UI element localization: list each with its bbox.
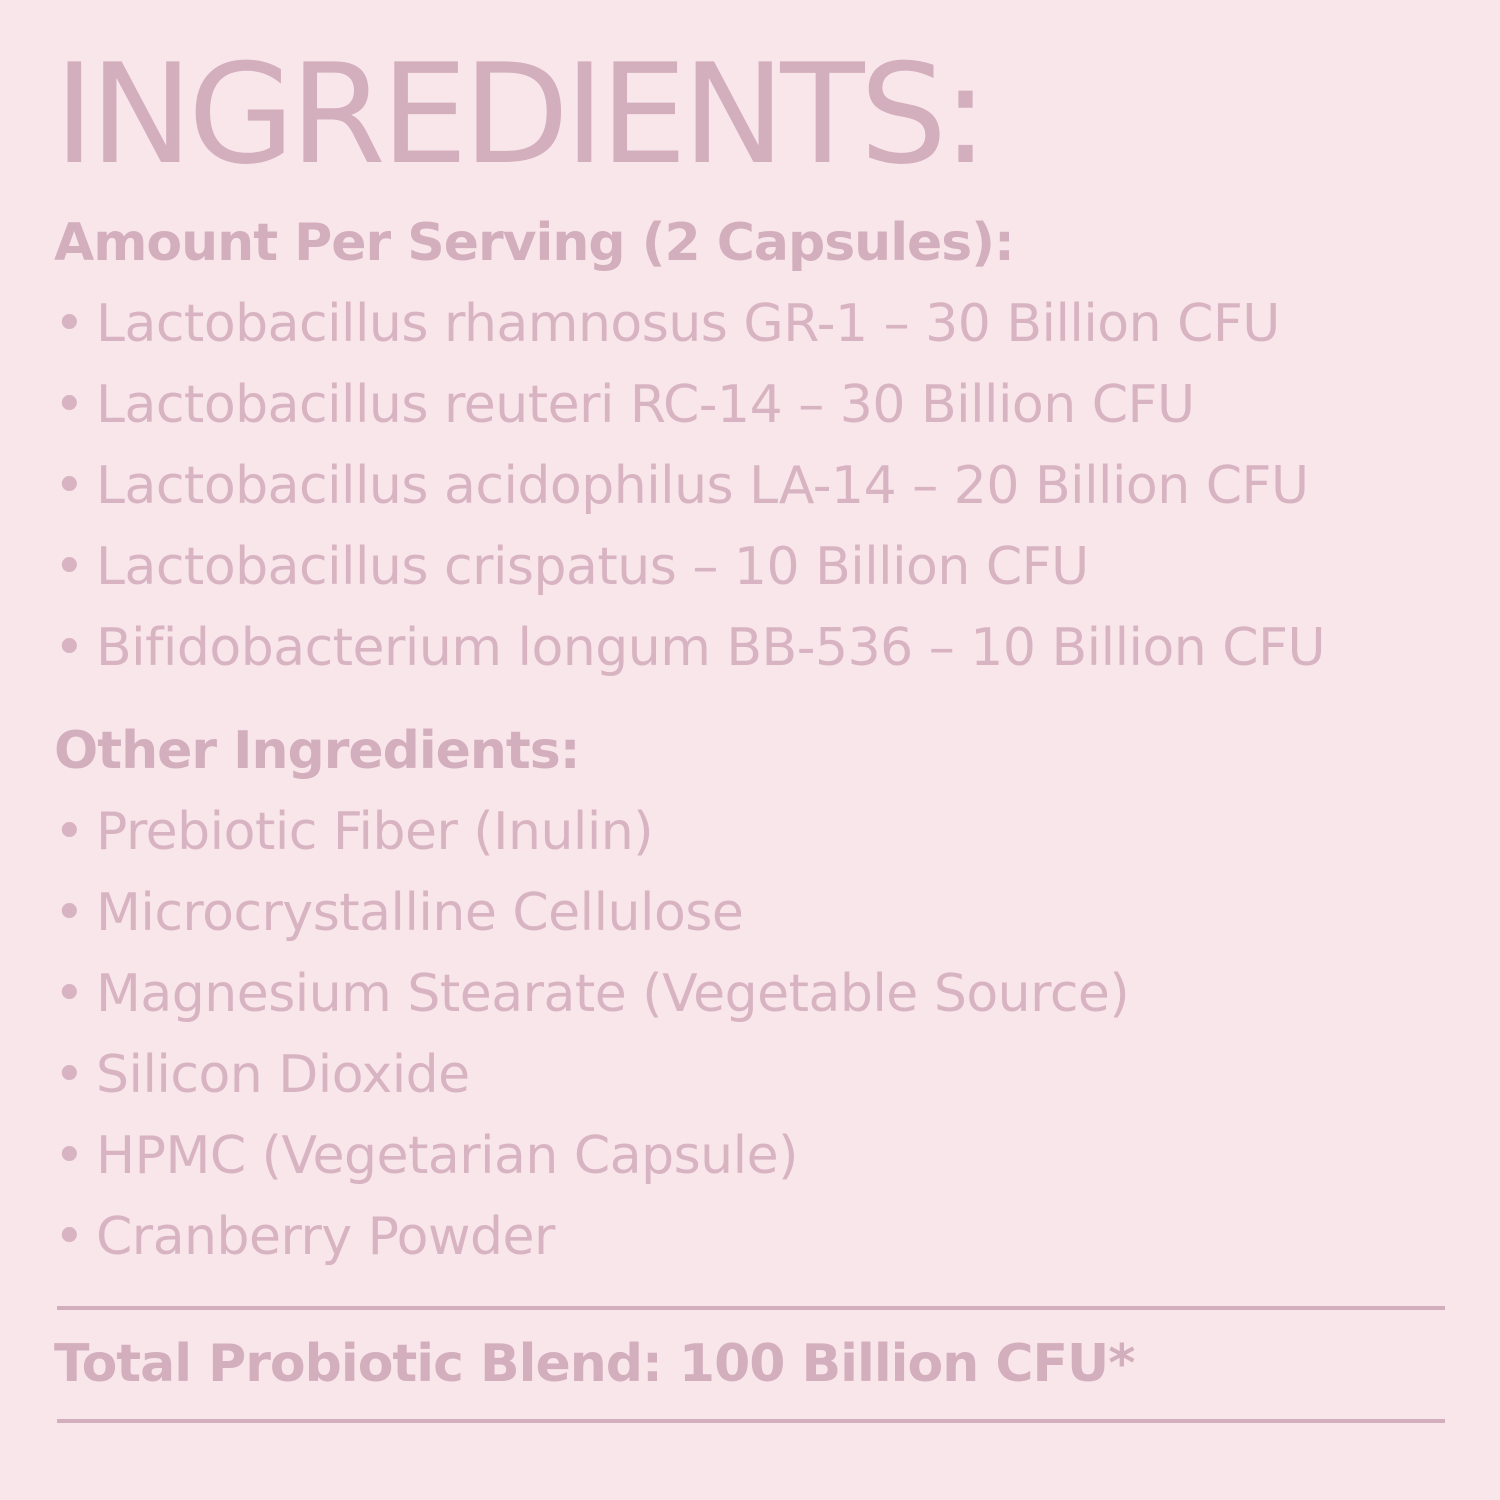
- serving-list: [54, 284, 1325, 689]
- list-item-label: Silicon Dioxide: [96, 1045, 470, 1105]
- list-item-label: Microcrystalline Cellulose: [96, 883, 744, 943]
- bullet-icon: •: [54, 375, 85, 435]
- divider: [57, 1419, 1445, 1423]
- list-item: [54, 873, 1129, 954]
- total-blend: Total Probiotic Blend: 100 Billion CFU*: [54, 1334, 1135, 1394]
- list-item-label: HPMC (Vegetarian Capsule): [96, 1126, 798, 1186]
- list-item: [54, 1116, 1129, 1197]
- list-item-label: Lactobacillus crispatus – 10 Billion CFU: [96, 537, 1089, 597]
- list-item-label: Lactobacillus rhamnosus GR-1 – 30 Billion CFU: [96, 294, 1280, 354]
- list-item: [54, 608, 1325, 689]
- other-ingredients-heading: Other Ingredients:: [54, 721, 580, 781]
- bullet-icon: •: [54, 456, 85, 516]
- list-item-label: Lactobacillus acidophilus LA-14 – 20 Billion CFU: [96, 456, 1309, 516]
- list-item: [54, 792, 1129, 873]
- list-item: [54, 1035, 1129, 1116]
- list-item: [54, 365, 1325, 446]
- page-title: INGREDIENTS:: [54, 34, 984, 195]
- list-item-label: Magnesium Stearate (Vegetable Source): [96, 964, 1130, 1024]
- list-item: [54, 284, 1325, 365]
- list-item-label: Lactobacillus reuteri RC-14 – 30 Billion CFU: [96, 375, 1195, 435]
- divider: [57, 1306, 1445, 1310]
- list-item: [54, 954, 1129, 1035]
- list-item: [54, 527, 1325, 608]
- bullet-icon: •: [54, 883, 85, 943]
- list-item-label: Cranberry Powder: [96, 1207, 555, 1267]
- bullet-icon: •: [54, 1126, 85, 1186]
- list-item: [54, 1197, 1129, 1278]
- bullet-icon: •: [54, 802, 85, 862]
- other-ingredients-list: [54, 792, 1129, 1278]
- list-item: [54, 446, 1325, 527]
- list-item-label: Prebiotic Fiber (Inulin): [96, 802, 654, 862]
- serving-heading: Amount Per Serving (2 Capsules):: [54, 213, 1014, 273]
- bullet-icon: •: [54, 1207, 85, 1267]
- list-item-label: Bifidobacterium longum BB-536 – 10 Billion CFU: [96, 618, 1326, 678]
- bullet-icon: •: [54, 294, 85, 354]
- bullet-icon: •: [54, 618, 85, 678]
- bullet-icon: •: [54, 1045, 85, 1105]
- bullet-icon: •: [54, 964, 85, 1024]
- bullet-icon: •: [54, 537, 85, 597]
